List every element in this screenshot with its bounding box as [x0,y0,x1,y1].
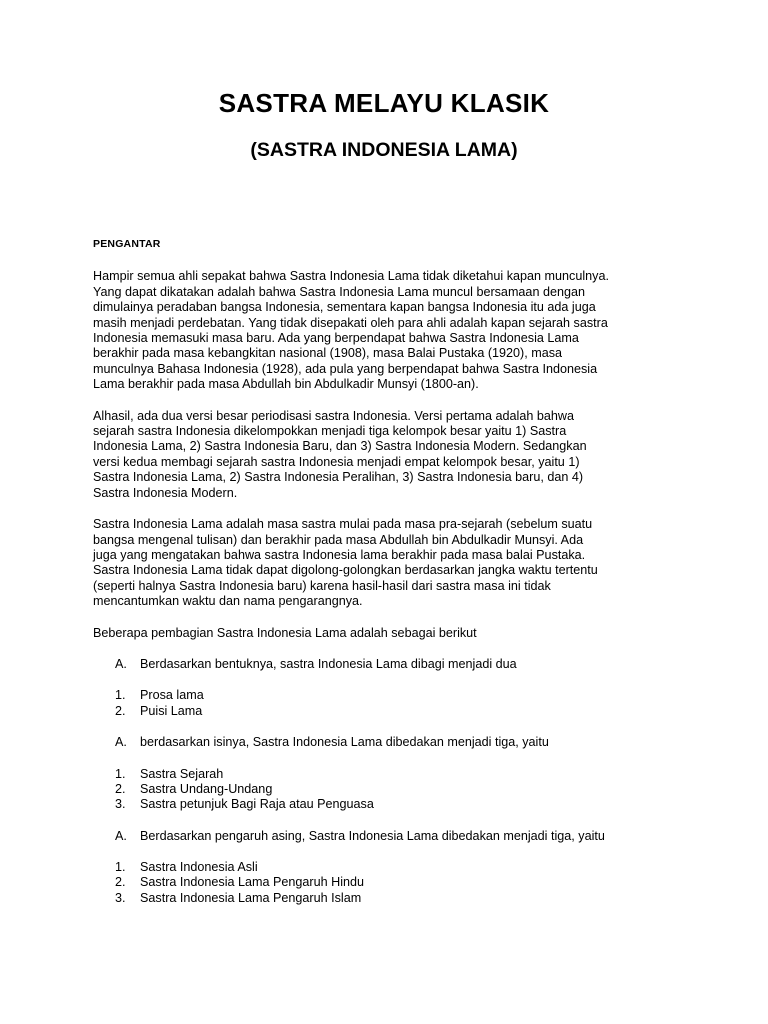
list-item [93,891,693,906]
list-item [93,688,693,703]
list-item-text: Berdasarkan pengaruh asing, Sastra Indonesia Lama dibedakan menjadi tiga, yaitu [140,828,605,843]
list-item [93,704,693,719]
list-item [93,829,693,844]
paragraph-2: Alhasil, ada dua versi besar periodisasi sastra Indonesia. Versi pertama adalah bahwa sejarah sastra Indonesia dikelompokkan menjadi tiga kelompok besar yaitu 1) Sastra Indonesia Lama, 2) Sastra Indonesia Baru, dan 3) Sastra Indonesia Modern. Sedangkan versi kedua membagi sejarah sastra Indonesia menjadi empat kelompok besar, yaitu 1) Sastra Indonesia Lama, 2) Sastra Indonesia Peralihan, 3) Sastra Indonesia baru, dan 4) Sastra Indonesia Modern. [93,408,587,500]
list-item-text: berdasarkan isinya, Sastra Indonesia Lama dibedakan menjadi tiga, yaitu [140,735,549,750]
list-marker: 2. [115,703,126,718]
list-item-text: Sastra Indonesia Lama Pengaruh Hindu [140,875,365,890]
paragraph-1: Hampir semua ahli sepakat bahwa Sastra Indonesia Lama tidak diketahui kapan munculnya. Yang dapat dikatakan adalah bahwa Sastra Indonesia Lama muncul bersamaan dengan dimulainya peradaban bangsa Indonesia, sementara kapan bangsa Indonesia itu ada juga masih menjadi perdebatan. Yang tidak disepakati oleh para ahli adalah kapan sejarah sastra Indonesia memasuki masa baru. Ada yang berpendapat bahwa Sastra Indonesia Lama berakhir pada masa kebangkitan nasional (1908), masa Balai Pustaka (1920), masa munculnya Bahasa Indonesia (1928), ada pula yang berpendapat bahwa Sastra Indonesia Lama berakhir pada masa Abdullah bin Abdulkadir Munsyi (1800-an). [93,269,609,392]
list-marker: 2. [115,875,126,890]
group-3-items [93,860,693,906]
list-item [93,782,693,797]
section-heading: PENGANTAR [93,238,161,250]
group-2-items [93,767,693,813]
list-marker: 3. [115,890,126,905]
list-item [93,657,693,672]
list-item [93,860,693,875]
paragraph-4: Beberapa pembagian Sastra Indonesia Lama adalah sebagai berikut [93,625,477,640]
document-subtitle: (SASTRA INDONESIA LAMA) [250,139,518,161]
list-item [93,767,693,782]
list-item-text: Prosa lama [140,688,204,703]
list-item [93,735,693,750]
document-title: SASTRA MELAYU KLASIK [218,88,550,118]
list-marker: A. [115,828,127,843]
list-item-text: Puisi Lama [140,703,203,718]
group-2-heading [93,735,693,750]
paragraph-3: Sastra Indonesia Lama adalah masa sastra mulai pada masa pra-sejarah (sebelum suatu bangsa mengenal tulisan) dan berakhir pada masa Abdullah bin Abdulkadir Munsyi. Ada juga yang mengatakan bahwa sastra Indonesia lama berakhir pada masa balai Pustaka. Sastra Indonesia Lama tidak dapat digolong-golongkan berdasarkan jangka waktu tertentu (seperti halnya Sastra Indonesia baru) karena hasil-hasil dari sastra masa ini tidak mencantumkan waktu dan nama pengarangnya. [93,517,598,609]
list-marker: 1. [115,860,126,875]
group-3-heading [93,829,693,844]
list-item-text: Sastra petunjuk Bagi Raja atau Penguasa [140,797,374,812]
list-marker: A. [115,735,127,750]
list-item [93,875,693,890]
list-marker: 1. [115,766,126,781]
list-marker: 3. [115,797,126,812]
list-item [93,797,693,812]
list-item-text: Sastra Indonesia Asli [140,860,258,875]
list-item-text: Sastra Undang-Undang [140,781,273,796]
list-marker: A. [115,656,127,671]
group-1-heading [93,657,693,672]
document-body [93,237,693,922]
list-marker: 1. [115,688,126,703]
list-item-text: Berdasarkan bentuknya, sastra Indonesia Lama dibagi menjadi dua [140,656,517,671]
group-1-items [93,688,693,719]
list-item-text: Sastra Sejarah [140,766,224,781]
list-item-text: Sastra Indonesia Lama Pengaruh Islam [140,890,362,905]
list-marker: 2. [115,781,126,796]
